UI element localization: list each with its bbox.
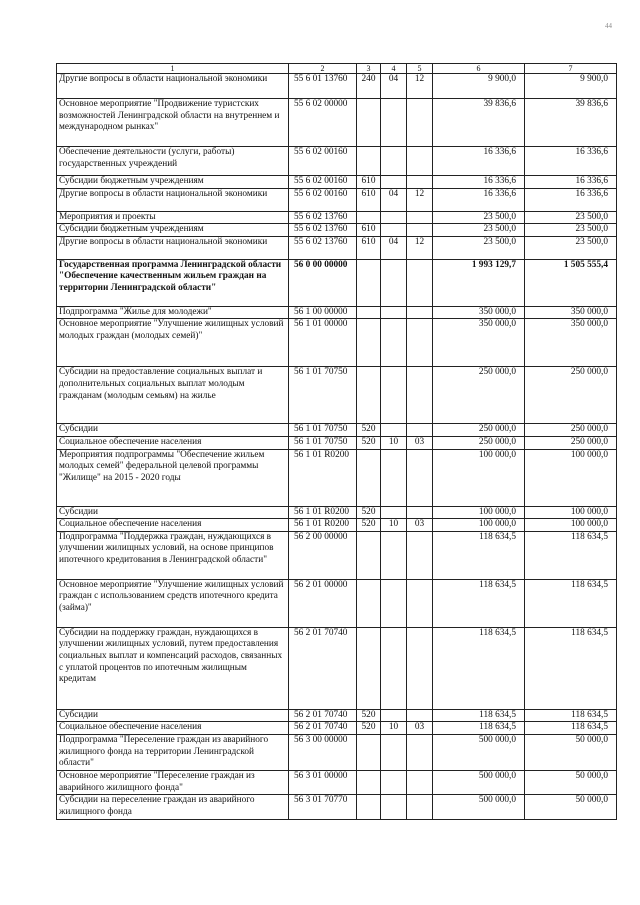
row-code: 56 2 00 00000 [289, 531, 357, 579]
row-amount-col6: 100 000,0 [433, 519, 525, 532]
row-section: 04 [381, 188, 407, 211]
row-code: 56 2 01 70740 [289, 722, 357, 735]
row-name: Субсидии [57, 506, 289, 519]
row-amount-col7: 250 000,0 [525, 367, 617, 424]
row-amount-col6: 500 000,0 [433, 734, 525, 770]
row-subsection: 12 [407, 236, 433, 259]
row-code: 55 6 02 13760 [289, 211, 357, 224]
row-section [381, 709, 407, 722]
row-name: Мероприятия подпрограммы "Обеспечение жильем молодых семей" федеральной целевой программы "Жилище" на 2015 - 2020 годы [57, 449, 289, 506]
table-row [57, 795, 617, 820]
row-name: Мероприятия и проекты [57, 211, 289, 224]
row-subsection [407, 211, 433, 224]
row-name: Субсидии [57, 709, 289, 722]
row-amount-col7: 9 900,0 [525, 74, 617, 99]
row-code: 56 1 01 R0200 [289, 519, 357, 532]
row-subsection [407, 506, 433, 519]
row-code: 55 6 02 13760 [289, 224, 357, 237]
table-row [57, 722, 617, 735]
row-amount-col7: 118 634,5 [525, 531, 617, 579]
row-name: Основное мероприятие "Переселение граждан из аварийного жилищного фонда" [57, 770, 289, 794]
row-amount-col6: 250 000,0 [433, 436, 525, 449]
row-section: 10 [381, 722, 407, 735]
row-amount-col7: 118 634,5 [525, 579, 617, 627]
row-code: 55 6 01 13760 [289, 74, 357, 99]
row-section [381, 770, 407, 794]
row-amount-col7: 118 634,5 [525, 709, 617, 722]
row-section [381, 627, 407, 709]
table-row [57, 531, 617, 579]
row-subsection [407, 147, 433, 176]
table-row [57, 236, 617, 259]
row-amount-col6: 350 000,0 [433, 319, 525, 367]
row-amount-col6: 16 336,6 [433, 188, 525, 211]
row-section [381, 367, 407, 424]
table-row [57, 188, 617, 211]
row-expense-type [357, 531, 381, 579]
row-amount-col6: 118 634,5 [433, 709, 525, 722]
row-name: Социальное обеспечение населения [57, 519, 289, 532]
row-code: 55 6 02 00160 [289, 176, 357, 189]
row-amount-col7: 350 000,0 [525, 319, 617, 367]
row-subsection [407, 449, 433, 506]
row-expense-type [357, 627, 381, 709]
row-subsection: 12 [407, 188, 433, 211]
row-amount-col6: 118 634,5 [433, 722, 525, 735]
table-row [57, 74, 617, 99]
row-section [381, 306, 407, 319]
row-expense-type [357, 259, 381, 306]
row-amount-col6: 16 336,6 [433, 147, 525, 176]
row-amount-col6: 23 500,0 [433, 236, 525, 259]
row-amount-col6: 118 634,5 [433, 627, 525, 709]
row-amount-col7: 16 336,6 [525, 147, 617, 176]
row-section [381, 579, 407, 627]
row-subsection [407, 627, 433, 709]
row-section [381, 176, 407, 189]
row-amount-col7: 39 836,6 [525, 99, 617, 147]
budget-table [56, 63, 617, 820]
row-name: Государственная программа Ленинградской области "Обеспечение качественным жильем граждан на территории Ленинградской области" [57, 259, 289, 306]
table-row [57, 367, 617, 424]
row-amount-col7: 16 336,6 [525, 188, 617, 211]
row-amount-col6: 118 634,5 [433, 579, 525, 627]
table-row [57, 506, 617, 519]
column-number: 3 [357, 64, 381, 74]
row-amount-col6: 500 000,0 [433, 770, 525, 794]
row-subsection [407, 709, 433, 722]
table-row [57, 99, 617, 147]
row-amount-col7: 350 000,0 [525, 306, 617, 319]
row-expense-type [357, 795, 381, 820]
row-name: Подпрограмма "Жилье для молодежи" [57, 306, 289, 319]
row-name: Социальное обеспечение населения [57, 722, 289, 735]
row-amount-col7: 100 000,0 [525, 449, 617, 506]
row-code: 56 1 01 R0200 [289, 506, 357, 519]
row-code: 56 3 01 70770 [289, 795, 357, 820]
row-expense-type: 520 [357, 709, 381, 722]
row-amount-col7: 250 000,0 [525, 424, 617, 437]
table-row [57, 424, 617, 437]
row-section [381, 734, 407, 770]
row-code: 56 0 00 00000 [289, 259, 357, 306]
row-section [381, 319, 407, 367]
row-subsection [407, 259, 433, 306]
row-expense-type: 520 [357, 436, 381, 449]
row-section: 10 [381, 436, 407, 449]
row-section: 04 [381, 236, 407, 259]
row-amount-col7: 1 505 555,4 [525, 259, 617, 306]
row-subsection [407, 176, 433, 189]
row-expense-type [357, 734, 381, 770]
row-code: 56 1 00 00000 [289, 306, 357, 319]
row-code: 56 2 01 00000 [289, 579, 357, 627]
column-number: 1 [57, 64, 289, 74]
row-code: 55 6 02 00160 [289, 188, 357, 211]
row-amount-col7: 118 634,5 [525, 722, 617, 735]
row-code: 56 1 01 70750 [289, 436, 357, 449]
table-row [57, 770, 617, 794]
table-row [57, 709, 617, 722]
row-amount-col7: 100 000,0 [525, 506, 617, 519]
row-name: Субсидии бюджетным учреждениям [57, 176, 289, 189]
row-expense-type: 610 [357, 224, 381, 237]
table-row [57, 319, 617, 367]
row-amount-col7: 50 000,0 [525, 770, 617, 794]
row-expense-type: 240 [357, 74, 381, 99]
row-expense-type: 610 [357, 236, 381, 259]
row-expense-type [357, 449, 381, 506]
row-name: Социальное обеспечение населения [57, 436, 289, 449]
row-code: 55 6 02 00160 [289, 147, 357, 176]
row-amount-col7: 118 634,5 [525, 627, 617, 709]
row-amount-col6: 23 500,0 [433, 211, 525, 224]
row-name: Субсидии на поддержку граждан, нуждающихся в улучшении жилищных условий, путем предоставления социальных выплат и компенсаций расходов, связанных с уплатой процентов по ипотечным жилищным кредитам [57, 627, 289, 709]
table-row [57, 519, 617, 532]
table-row [57, 579, 617, 627]
row-expense-type [357, 367, 381, 424]
row-section [381, 147, 407, 176]
row-name: Субсидии на предоставление социальных выплат и дополнительных социальных выплат молодым гражданам (молодым семьям) на жилье [57, 367, 289, 424]
row-subsection [407, 306, 433, 319]
row-name: Обеспечение деятельности (услуги, работы) государственных учреждений [57, 147, 289, 176]
column-number: 5 [407, 64, 433, 74]
table-row [57, 176, 617, 189]
row-name: Подпрограмма "Переселение граждан из аварийного жилищного фонда на территории Ленинградской области" [57, 734, 289, 770]
row-section [381, 99, 407, 147]
row-name: Основное мероприятие "Улучшение жилищных условий граждан с использованием средств ипотечного кредита (займа)" [57, 579, 289, 627]
row-code: 56 1 01 70750 [289, 424, 357, 437]
row-subsection: 03 [407, 519, 433, 532]
row-section: 04 [381, 74, 407, 99]
row-expense-type [357, 579, 381, 627]
row-amount-col6: 39 836,6 [433, 99, 525, 147]
row-subsection [407, 424, 433, 437]
row-section [381, 506, 407, 519]
column-number: 7 [525, 64, 617, 74]
row-code: 56 3 00 00000 [289, 734, 357, 770]
row-amount-col7: 23 500,0 [525, 224, 617, 237]
row-code: 56 2 01 70740 [289, 627, 357, 709]
row-amount-col6: 100 000,0 [433, 506, 525, 519]
column-number: 4 [381, 64, 407, 74]
row-code: 56 3 01 00000 [289, 770, 357, 794]
row-code: 56 1 01 00000 [289, 319, 357, 367]
row-expense-type: 610 [357, 188, 381, 211]
row-amount-col7: 23 500,0 [525, 236, 617, 259]
row-subsection [407, 99, 433, 147]
row-section [381, 795, 407, 820]
table-row [57, 211, 617, 224]
row-subsection [407, 531, 433, 579]
row-amount-col7: 16 336,6 [525, 176, 617, 189]
row-amount-col7: 50 000,0 [525, 795, 617, 820]
row-subsection [407, 795, 433, 820]
row-section [381, 449, 407, 506]
row-code: 56 1 01 70750 [289, 367, 357, 424]
row-section [381, 224, 407, 237]
column-number-row [57, 64, 617, 74]
row-amount-col6: 100 000,0 [433, 449, 525, 506]
row-section [381, 531, 407, 579]
row-code: 55 6 02 00000 [289, 99, 357, 147]
table-row [57, 436, 617, 449]
row-name: Подпрограмма "Поддержка граждан, нуждающихся в улучшении жилищных условий, на основе принципов ипотечного кредитования в Ленинградской области" [57, 531, 289, 579]
row-name: Другие вопросы в области национальной экономики [57, 236, 289, 259]
row-amount-col6: 23 500,0 [433, 224, 525, 237]
row-section [381, 424, 407, 437]
row-expense-type [357, 211, 381, 224]
row-name: Основное мероприятие "Продвижение туристских возможностей Ленинградской области на внутреннем и международном рынках" [57, 99, 289, 147]
table-row [57, 259, 617, 306]
table-row [57, 224, 617, 237]
row-amount-col7: 250 000,0 [525, 436, 617, 449]
row-subsection: 12 [407, 74, 433, 99]
row-expense-type [357, 770, 381, 794]
column-number: 6 [433, 64, 525, 74]
table-row [57, 147, 617, 176]
row-name: Другие вопросы в области национальной экономики [57, 74, 289, 99]
page-marker: 44 [605, 22, 612, 30]
row-expense-type: 520 [357, 506, 381, 519]
table-row [57, 449, 617, 506]
row-name: Субсидии бюджетным учреждениям [57, 224, 289, 237]
row-expense-type [357, 306, 381, 319]
row-name: Субсидии [57, 424, 289, 437]
row-subsection [407, 770, 433, 794]
row-amount-col6: 500 000,0 [433, 795, 525, 820]
row-code: 55 6 02 13760 [289, 236, 357, 259]
row-subsection [407, 734, 433, 770]
row-expense-type [357, 147, 381, 176]
row-name: Субсидии на переселение граждан из аварийного жилищного фонда [57, 795, 289, 820]
row-subsection: 03 [407, 436, 433, 449]
row-name: Основное мероприятие "Улучшение жилищных условий молодых граждан (молодых семей)" [57, 319, 289, 367]
row-expense-type: 520 [357, 424, 381, 437]
row-code: 56 2 01 70740 [289, 709, 357, 722]
row-expense-type: 520 [357, 722, 381, 735]
row-name: Другие вопросы в области национальной экономики [57, 188, 289, 211]
row-amount-col6: 250 000,0 [433, 424, 525, 437]
row-amount-col6: 16 336,6 [433, 176, 525, 189]
row-expense-type: 610 [357, 176, 381, 189]
row-subsection [407, 367, 433, 424]
row-subsection [407, 224, 433, 237]
row-subsection: 03 [407, 722, 433, 735]
row-amount-col6: 1 993 129,7 [433, 259, 525, 306]
row-subsection [407, 579, 433, 627]
column-number: 2 [289, 64, 357, 74]
row-section [381, 259, 407, 306]
row-expense-type [357, 319, 381, 367]
row-amount-col7: 100 000,0 [525, 519, 617, 532]
row-amount-col6: 9 900,0 [433, 74, 525, 99]
row-amount-col6: 118 634,5 [433, 531, 525, 579]
row-amount-col6: 350 000,0 [433, 306, 525, 319]
table-row [57, 734, 617, 770]
row-amount-col6: 250 000,0 [433, 367, 525, 424]
table-row [57, 627, 617, 709]
row-amount-col7: 50 000,0 [525, 734, 617, 770]
row-section: 10 [381, 519, 407, 532]
table-row [57, 306, 617, 319]
row-expense-type [357, 99, 381, 147]
row-section [381, 211, 407, 224]
row-subsection [407, 319, 433, 367]
row-amount-col7: 23 500,0 [525, 211, 617, 224]
row-expense-type: 520 [357, 519, 381, 532]
row-code: 56 1 01 R0200 [289, 449, 357, 506]
